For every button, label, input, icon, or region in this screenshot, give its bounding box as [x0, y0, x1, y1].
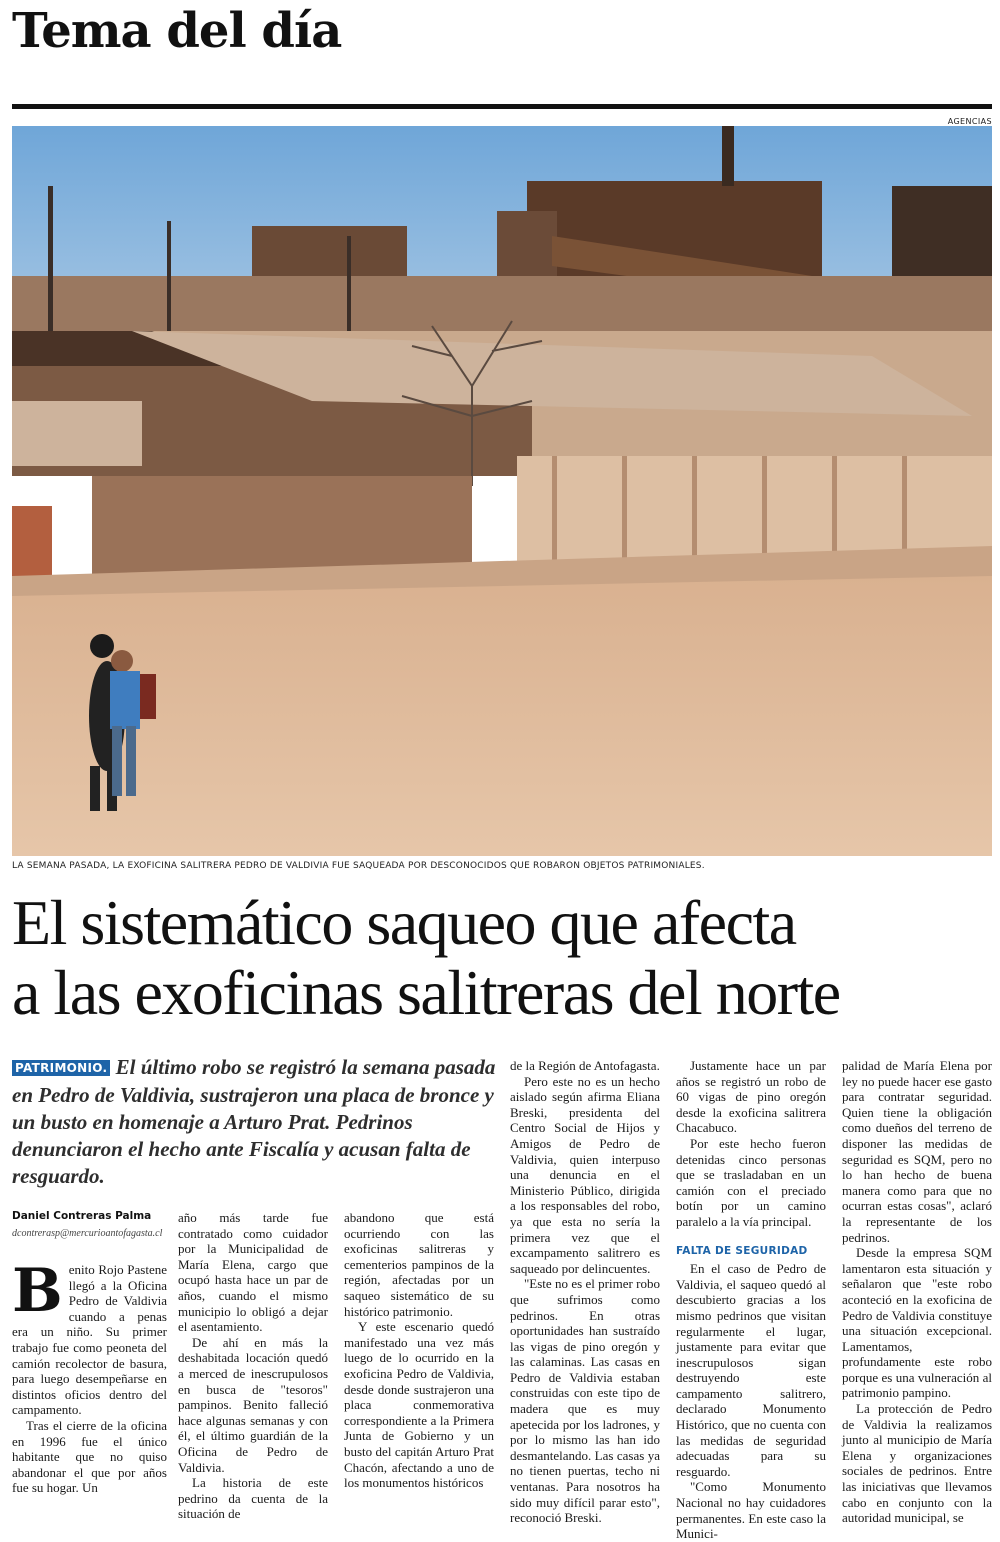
column-4 [510, 1058, 660, 1526]
column-5 [676, 1058, 826, 1542]
subhead-falta-de-seguridad: FALTA DE SEGURIDAD [676, 1244, 808, 1257]
author-name: Daniel Contreras Palma [12, 1210, 152, 1222]
body-paragraph: "Como Monumento Nacional no hay cuidadores permanentes. En este caso la Munici- [676, 1479, 826, 1542]
headline [12, 888, 992, 1028]
headline-line-2: a las exoficinas salitreras del norte [12, 957, 840, 1028]
column-3 [344, 1210, 494, 1491]
body-paragraph: palidad de María Elena por ley no puede hacer ese gasto para contratar seguridad. Quien tiene la obligación como dueños del terreno de disponer las medidas de seguridad es SQM, pero no lo han hecho de buena manera como para que no ocurran estas cosas", aclaró la representante de los pedrinos. [842, 1058, 992, 1245]
body-paragraph: De ahí en más la deshabitada locación quedó a merced de inescrupulosos en busca de "tesoros" pampinos. Benito falleció hace algunas semanas y con él, el último guardián de la Oficina de Pedro de Valdivia. [178, 1334, 328, 1475]
author-email: dcontrerasp@mercurioantofagasta.cl [12, 1228, 163, 1239]
body-paragraph: Justamente hace un par años se registró un robo de 60 vigas de pino oregón desde la exoficina salitrera Chacabuco. [676, 1058, 826, 1136]
lead-paragraph [12, 1054, 496, 1190]
body-paragraph: En el caso de Pedro de Valdivia, el saqueo quedó al descubierto gracias a los mismo pedrinos que visitan regularmente el lugar, justamente para evitar que inescrupulosos sigan destruyendo este campamento salitrero, declarado Monumento Histórico, que no cuenta con las medidas de seguridad adecuadas para su resguardo. [676, 1261, 826, 1479]
body-paragraph: Desde la empresa SQM lamentaron esta situación y señalaron que "este robo aconteció en la exoficina de Pedro de Valdivia constituye una situación excepcional. Lamentamos, profundamente este robo porque es una vulneración al patrimonio pampino. [842, 1245, 992, 1401]
lead-text: El último robo se registró la semana pasada en Pedro de Valdivia, sustrajeron una placa de bronce y un busto en homenaje a Arturo Prat. Pedrinos denunciaron el hecho ante Fiscalía y acusan falta de resguardo. [12, 1055, 496, 1188]
body-paragraph: de la Región de Antofagasta. [510, 1058, 660, 1073]
body-paragraph: Y este escenario quedó manifestado una vez más luego de lo ocurrido en la exoficina Pedro de Valdivia, desde donde sustrajeron una placa conmemorativa correspondiente a la Primera Junta de Gobierno y un busto del capitán Arturo Prat Chacón, afectando a uno de los monumentos históricos [344, 1319, 494, 1491]
column-6 [842, 1058, 992, 1526]
article-photo [12, 126, 992, 856]
body-paragraph: "Este no es el primer robo que sufrimos como pedrinos. En otras oportunidades han sustraído las vigas de pino oregón y las calaminas. Las casas en Pedro de Valdivia estaban construidas con este tipo de madera que es muy apetecida por los ladrones, y por lo mismo las han ido desmantelando. Las casas ya no tienen puertas, techo ni ventanas. Para nosotros ha sido muy difícil parar esto", reconoció Breski. [510, 1276, 660, 1526]
body-paragraph: La historia de este pedrino da cuenta de la situación de [178, 1475, 328, 1522]
section-rule [12, 104, 992, 109]
body-paragraph: abandono que está ocurriendo con las exoficinas salitreras y cementerios pampinos de la región, afectadas por un saqueo sistemático de su histórico patrimonio. [344, 1210, 494, 1319]
body-paragraph: Por este hecho fueron detenidas cinco personas que se trasladaban en un camión con el preciado botín por un camino paralelo a la vía principal. [676, 1135, 826, 1229]
column-1 [12, 1256, 167, 1496]
body-paragraph: Benito Rojo Pastene llegó a la Oficina Pedro de Valdivia cuando a penas era un niño. Su primer trabajo fue como peoneta del camión recolector de basura, para luego desempeñarse en distintos oficios dentro del campamento. [12, 1256, 167, 1418]
body-paragraph: año más tarde fue contratado como cuidador por la Municipalidad de María Elena, cargo que ocupó hasta hace un par de años, cuando el mismo municipio lo obligó a dejar el asentamiento. [178, 1210, 328, 1335]
headline-line-1: El sistemático saqueo que afecta [12, 887, 796, 958]
kicker-label: PATRIMONIO. [12, 1060, 110, 1076]
body-paragraph: Pero este no es un hecho aislado según afirma Eliana Breski, presidenta del Centro Social de Hijos y Amigos de Pedro de Valdivia, quien interpuso una denuncia en el Ministerio Público, dirigida a los responsables del robo, ya que esta no sería la primera vez que el excampamento salitrero es saqueado por delincuentes. [510, 1073, 660, 1276]
photo-caption: LA SEMANA PASADA, LA EXOFICINA SALITRERA PEDRO DE VALDIVIA FUE SAQUEADA POR DESCONOCIDOS QUE ROBARON OBJETOS PATRIMONIALES. [12, 861, 705, 871]
body-paragraph: La protección de Pedro de Valdivia la realizamos junto al municipio de María Elena y organizaciones sociales de pedrinos. Entre las iniciativas que llevamos cabo en conjunto con la autoridad municipal, se [842, 1401, 992, 1526]
dropcap: B [12, 1256, 63, 1326]
column-2 [178, 1210, 328, 1522]
body-paragraph: Tras el cierre de la oficina en 1996 fue el único habitante que no quiso abandonar el que por años fue su hogar. Un [12, 1417, 167, 1496]
byline [12, 1210, 167, 1239]
photo-credit: AGENCIAS [947, 117, 992, 126]
section-title: Tema del día [12, 3, 342, 59]
